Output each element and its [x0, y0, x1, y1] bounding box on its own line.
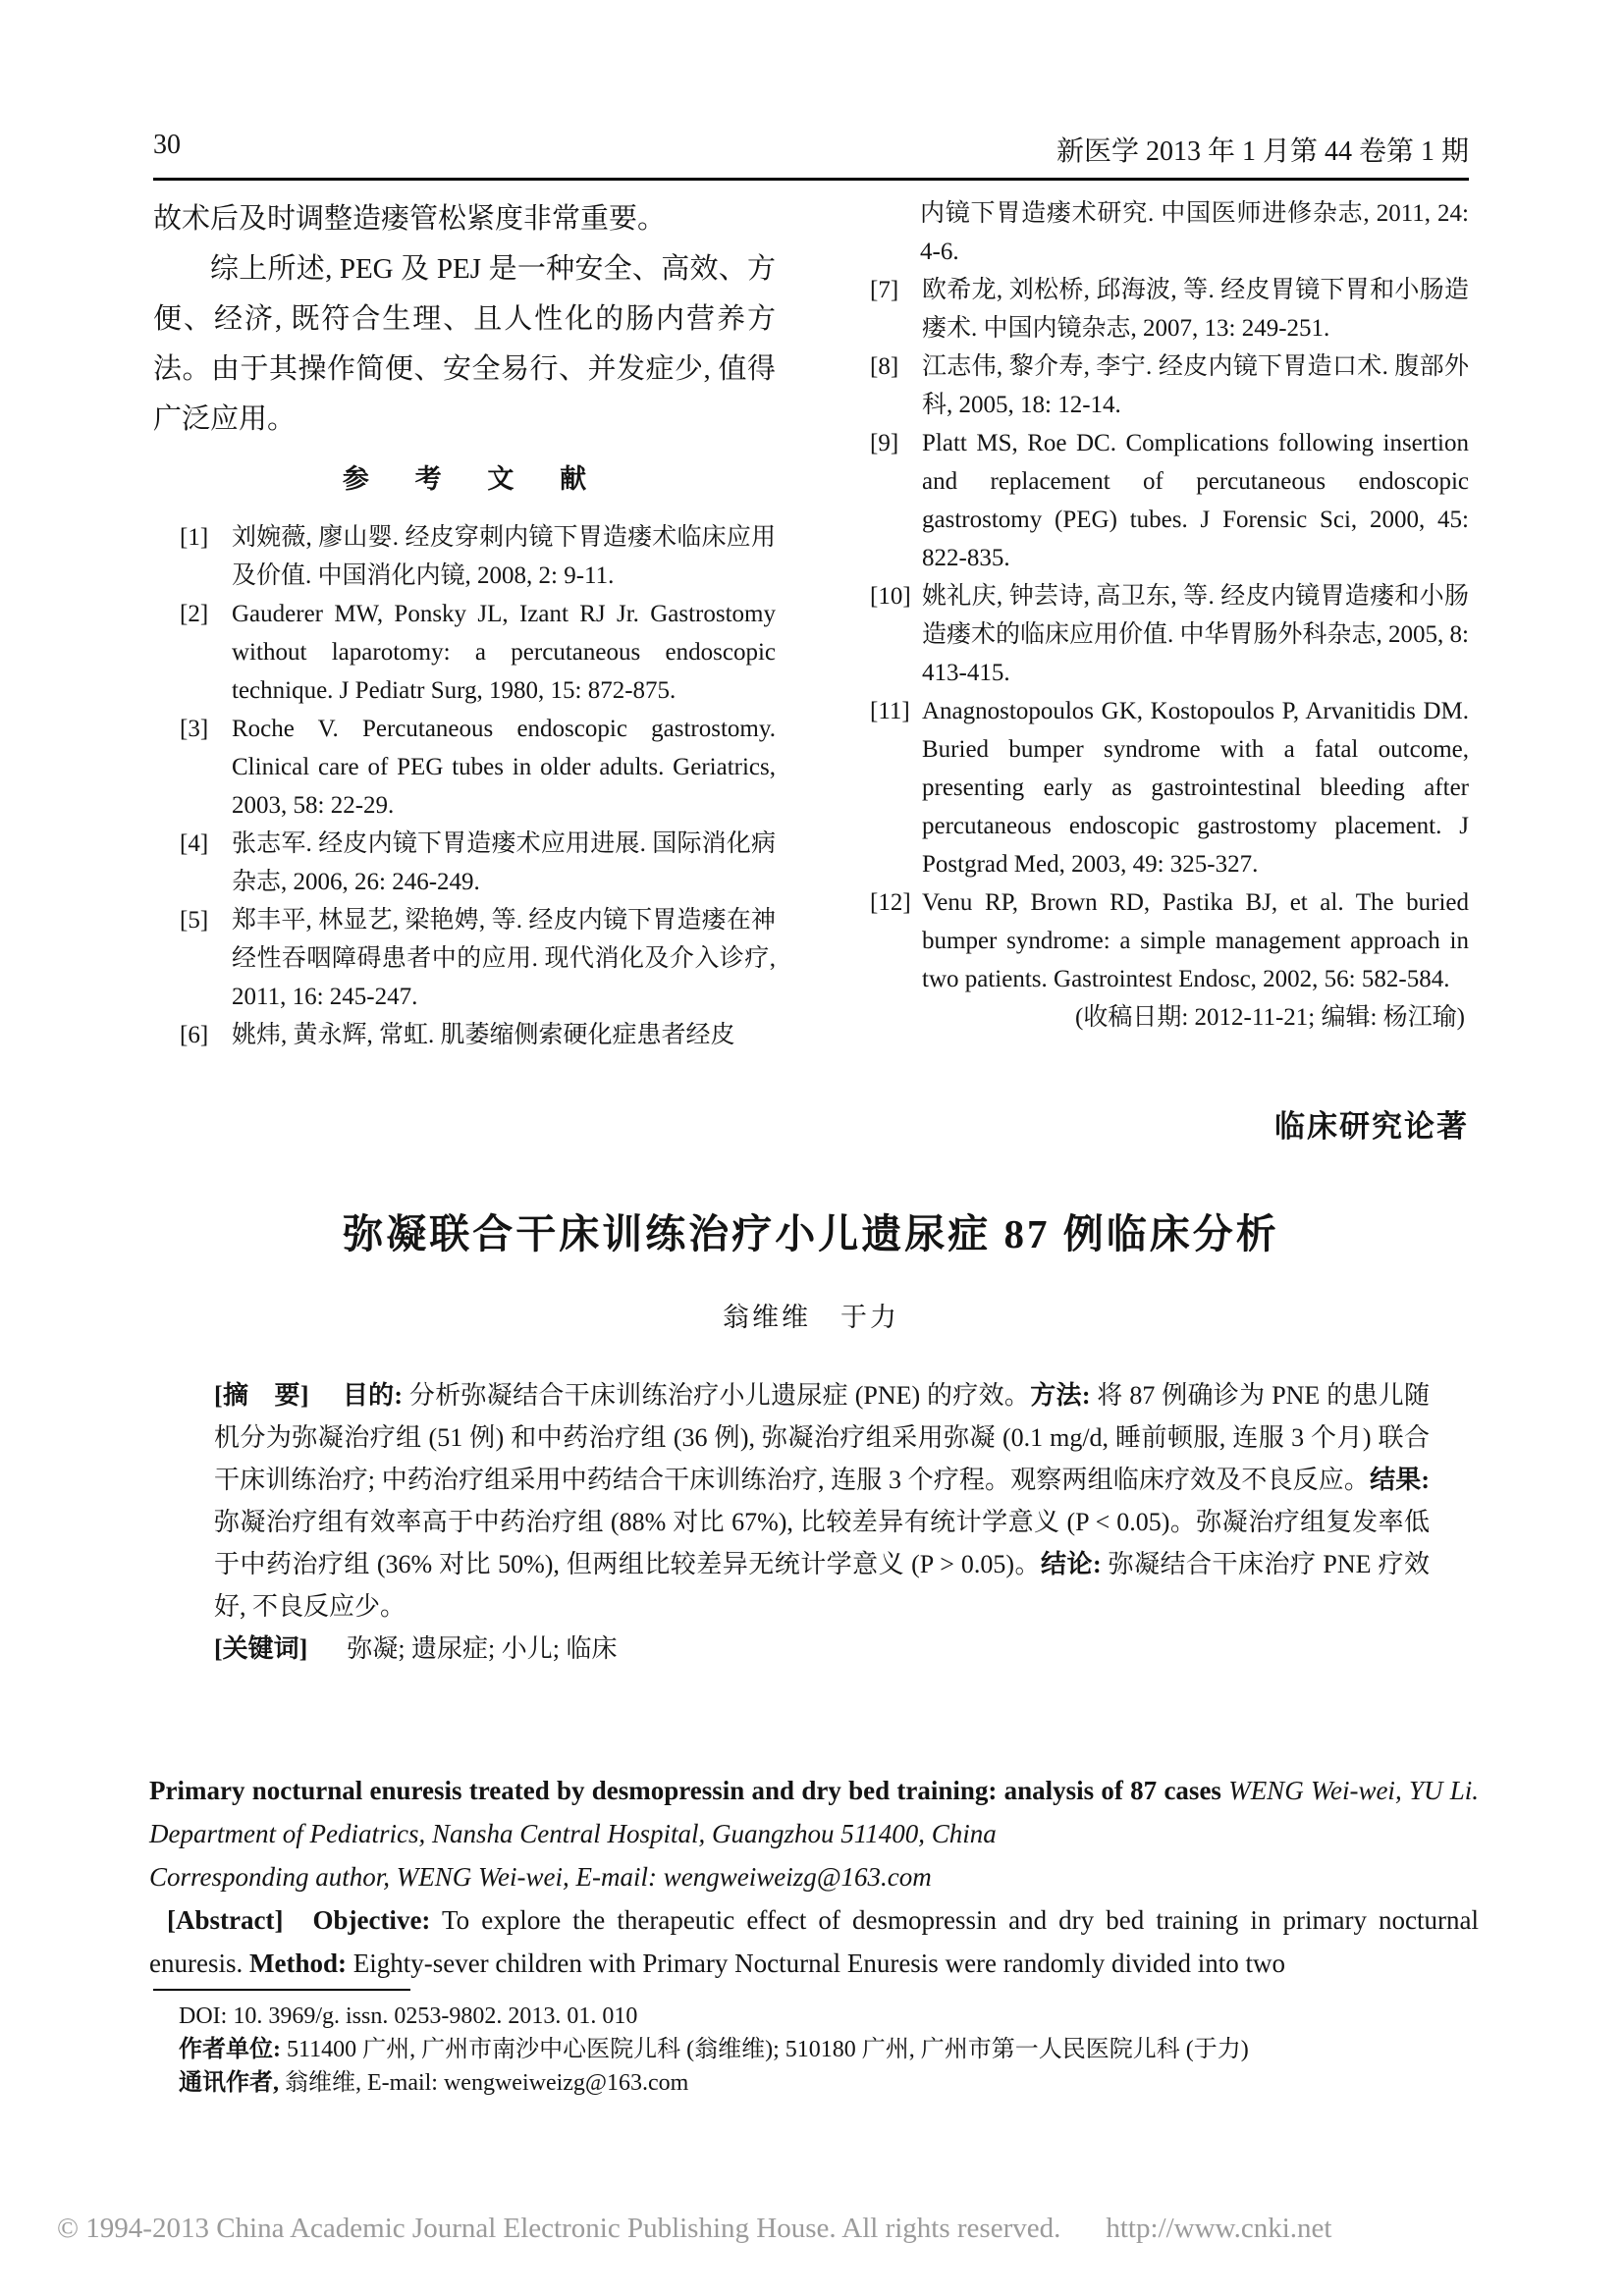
keywords-label: [关键词]: [214, 1634, 308, 1663]
summary-paragraph: 综上所述, PEG 及 PEJ 是一种安全、高效、方便、经济, 既符合生理、且人性化的肠内营养方法。由于其操作简便、安全易行、并发症少, 值得广泛应用。: [153, 253, 776, 435]
english-method-label: Method:: [248, 1949, 347, 1978]
footnote-divider: [153, 1989, 410, 1991]
reference-item: [153, 595, 776, 710]
reference-number: [10]: [870, 583, 911, 610]
received-date-note: (收稿日期: 2012-11-21; 编辑: 杨江瑜): [1075, 1004, 1465, 1031]
right-column: [870, 194, 1469, 1054]
reference-6-continuation: 内镜下胃造瘘术研究. 中国医师进修杂志, 2011, 24: 4-6.: [920, 200, 1469, 265]
reference-number: [5]: [180, 907, 209, 934]
keywords-text: 弥凝; 遗尿症; 小儿; 临床: [347, 1634, 618, 1663]
reference-number: [12]: [870, 889, 911, 916]
header-divider: [153, 178, 1469, 181]
affiliation-label: 作者单位:: [179, 2037, 281, 2062]
corresponding-label: 通讯作者,: [179, 2070, 279, 2096]
article-title: 弥凝联合干床训练治疗小儿遗尿症 87 例临床分析: [343, 1211, 1279, 1256]
abstract-label: [摘 要]: [214, 1381, 309, 1410]
corresponding-text: 翁维维, E-mail: wengweiweizg@163.com: [285, 2070, 689, 2096]
reference-item: [870, 424, 1469, 577]
reference-number: [1]: [180, 524, 209, 551]
reference-number: [4]: [180, 830, 209, 857]
closing-paragraph: 故术后及时调整造瘘管松紧度非常重要。: [153, 203, 667, 235]
reference-item: [870, 692, 1469, 883]
references-right-list: [870, 271, 1469, 998]
journal-issue-info: 新医学 2013 年 1 月第 44 卷第 1 期: [1056, 136, 1469, 167]
reference-text: Platt MS, Roe DC. Complications following insertion and replacement of percutaneous endoscopic gastrostomy (PEG) tubes. J Forensic Sci, 2000, 45: 822-835.: [922, 430, 1469, 571]
english-title-authors: [149, 1769, 1479, 1855]
english-method-text: Eighty-sever children with Primary Nocturnal Enuresis were randomly divided into two: [352, 1949, 1285, 1978]
references-heading: 参 考 文 献: [342, 464, 607, 494]
reference-item: [870, 577, 1469, 692]
reference-number: [2]: [180, 601, 209, 627]
watermark-url: http://www.cnki.net: [1106, 2213, 1332, 2244]
objective-text: 分析弥凝结合干床训练治疗小儿遗尿症 (PNE) 的疗效。: [408, 1381, 1031, 1410]
reference-text: Roche V. Percutaneous endoscopic gastrostomy. Clinical care of PEG tubes in older adults. Geriatrics, 2003, 58: 22-29.: [232, 716, 776, 819]
reference-item: [870, 271, 1469, 347]
left-column: [153, 194, 776, 1054]
two-column-body: [153, 194, 1469, 1054]
method-text: 将 87 例确诊为 PNE 的患儿随机分为弥凝治疗组 (51 例) 和中药治疗组 (36 例), 弥凝治疗组采用弥凝 (0.1 mg/d, 睡前顿服, 连服 3 个月) 联合干床训练治疗; 中药治疗组采用中药结合干床训练治疗, 连服 3 个疗程。观察两组临床疗效及不良反应。: [214, 1381, 1431, 1494]
abstract-paragraph: [214, 1374, 1430, 1628]
english-objective-label: Objective:: [312, 1905, 431, 1935]
reference-item: [153, 901, 776, 1016]
result-label: 结果:: [1370, 1466, 1430, 1494]
reference-text: 欧希龙, 刘松桥, 邱海波, 等. 经皮胃镜下胃和小肠造瘘术. 中国内镜杂志, 2007, 13: 249-251.: [922, 277, 1469, 342]
reference-number: [9]: [870, 430, 899, 456]
reference-text: Venu RP, Brown RD, Pastika BJ, et al. The buried bumper syndrome: a simple management approach in two patients. Gastrointest Endosc, 2002, 56: 582-584.: [922, 889, 1469, 992]
references-left-list: [153, 518, 776, 1054]
method-label: 方法:: [1030, 1381, 1091, 1410]
english-corresponding: Corresponding author, WENG Wei-wei, E-mail: wengweiweizg@163.com: [149, 1862, 932, 1892]
reference-text: 郑丰平, 林显艺, 梁艳娉, 等. 经皮内镜下胃造瘘在神经性吞咽障碍患者中的应用. 现代消化及介入诊疗, 2011, 16: 245-247.: [232, 907, 776, 1010]
doi-line: DOI: 10. 3969/g. issn. 0253-9802. 2013. 01. 010: [179, 2003, 638, 2029]
english-objective-text: To explore the therapeutic effect of desmopressin and dry bed training in primary nocturnal enuresis.: [149, 1905, 1479, 1978]
corresponding-line: [153, 2066, 1469, 2100]
english-title: Primary nocturnal enuresis treated by desmopressin and dry bed training: analysis of 87 cases: [149, 1776, 1221, 1805]
reference-text: 刘婉薇, 廖山婴. 经皮穿刺内镜下胃造瘘术临床应用及价值. 中国消化内镜, 2008, 2: 9-11.: [232, 524, 776, 589]
english-abstract-block: [149, 1769, 1479, 1985]
reference-item: [870, 347, 1469, 424]
objective-label: 目的:: [342, 1381, 404, 1410]
reference-text: 张志军. 经皮内镜下胃造瘘术应用进展. 国际消化病杂志, 2006, 26: 246-249.: [232, 830, 776, 895]
reference-text: 江志伟, 黎介寿, 李宁. 经皮内镜下胃造口术. 腹部外科, 2005, 18: 12-14.: [922, 353, 1469, 418]
reference-text: 姚礼庆, 钟芸诗, 高卫东, 等. 经皮内镜胃造瘘和小肠造瘘术的临床应用价值. 中华胃肠外科杂志, 2005, 8: 413-415.: [922, 583, 1469, 686]
affiliation-line: [153, 2033, 1469, 2066]
english-abstract-label: [Abstract]: [167, 1905, 284, 1935]
reference-item: [870, 883, 1469, 998]
reference-text: Anagnostopoulos GK, Kostopoulos P, Arvanitidis DM. Buried bumper syndrome with a fatal outcome, presenting early as gastrointestinal bleeding after percutaneous endoscopic gastrostomy placement. J Postgrad Med, 2003, 49: 325-327.: [922, 698, 1469, 878]
cnki-watermark: [57, 2213, 1331, 2245]
reference-text: Gauderer MW, Ponsky JL, Izant RJ Jr. Gastrostomy without laparotomy: a percutaneous endoscopic technique. J Pediatr Surg, 1980, 15: 872-875.: [232, 601, 776, 704]
page-header: [153, 130, 1469, 169]
result-text: 弥凝治疗组有效率高于中药治疗组 (88% 对比 67%), 比较差异有统计学意义 (P < 0.05)。弥凝治疗组复发率低于中药治疗组 (36% 对比 50%), 但两组比较差异无统计学意义 (P > 0.05)。: [214, 1508, 1430, 1578]
reference-number: [11]: [870, 698, 910, 724]
footnote-block: [153, 1989, 1469, 2100]
reference-number: [7]: [870, 277, 899, 303]
reference-item: [153, 710, 776, 825]
keywords-line: [214, 1628, 1430, 1670]
section-label: 临床研究论著: [1274, 1109, 1469, 1144]
chinese-abstract: [214, 1374, 1430, 1670]
reference-item: [153, 518, 776, 595]
reference-item: [153, 825, 776, 901]
english-abstract-paragraph: [149, 1898, 1479, 1985]
affiliation-text: 511400 广州, 广州市南沙中心医院儿科 (翁维维); 510180 广州, 广州市第一人民医院儿科 (于力): [287, 2037, 1249, 2062]
watermark-copyright: © 1994-2013 China Academic Journal Electronic Publishing House. All rights reserved.: [57, 2213, 1061, 2244]
reference-number: [6]: [180, 1022, 209, 1048]
reference-number: [8]: [870, 353, 899, 380]
page-number: 30: [153, 130, 181, 160]
conclusion-text: 弥凝结合干床治疗 PNE 疗效好, 不良反应少。: [214, 1550, 1431, 1621]
english-authors: WENG Wei-wei, YU Li. Department of Pediatrics, Nansha Central Hospital, Guangzhou 511400, China: [149, 1776, 1479, 1848]
reference-item: [153, 1016, 776, 1054]
article-authors: 翁维维 于力: [723, 1303, 899, 1332]
conclusion-label: 结论:: [1041, 1550, 1102, 1578]
reference-text: 姚炜, 黄永辉, 常虹. 肌萎缩侧索硬化症患者经皮: [232, 1022, 735, 1048]
reference-number: [3]: [180, 716, 209, 742]
